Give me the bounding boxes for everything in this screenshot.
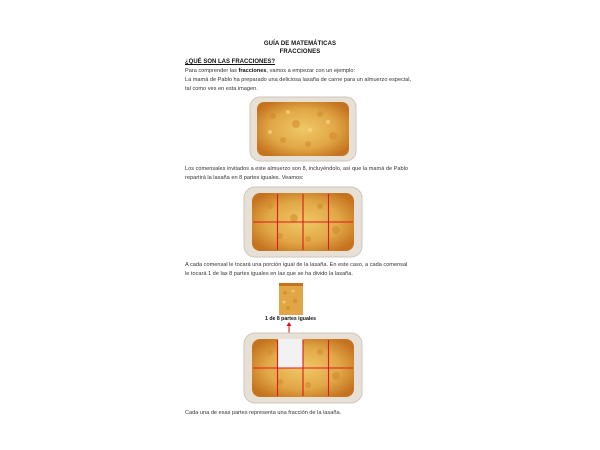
paragraph-1-line-3: tal como ves en esta imagen. <box>185 86 258 92</box>
page-title: GUÍA DE MATEMÁTICAS <box>263 41 337 47</box>
lasagna-missing-slice-image <box>242 330 364 406</box>
lasagna-slice-image <box>279 283 303 315</box>
page-subtitle: FRACCIONES <box>279 49 321 55</box>
paragraph-4-line-1: Cada una de esas partes representa una fracción de la lasaña. <box>185 410 342 416</box>
paragraph-2-line-1: Los comensales invitados a este almuerzo son 8, incluyéndolo, así que la mamá de Pablo <box>185 166 408 172</box>
paragraph-3-line-1: A cada comensal le tocará una porción igual de la lasaña. En este caso, a cada comensal <box>185 262 408 268</box>
paragraph-1-line-2: La mamá de Pablo ha preparado una deliciosa lasaña de carne para un almuerzo especial, <box>185 77 412 83</box>
section-heading: ¿QUÉ SON LAS FRACCIONES? <box>185 59 276 65</box>
figure-caption: 1 de 8 partes iguales <box>265 316 317 322</box>
paragraph-3-line-2: le tocará 1 de las 8 partes iguales en las que se ha divido la lasaña. <box>185 271 353 277</box>
lasagna-divided-image <box>242 184 364 260</box>
paragraph-2-line-2: repartirá la lasaña en 8 partes iguales. Veamos: <box>185 175 304 181</box>
paragraph-1-line-1: Para comprender las fracciones, vamos a empezar con un ejemplo: <box>185 68 356 74</box>
bold-term: fracciones <box>238 68 267 74</box>
lasagna-image <box>248 94 358 164</box>
